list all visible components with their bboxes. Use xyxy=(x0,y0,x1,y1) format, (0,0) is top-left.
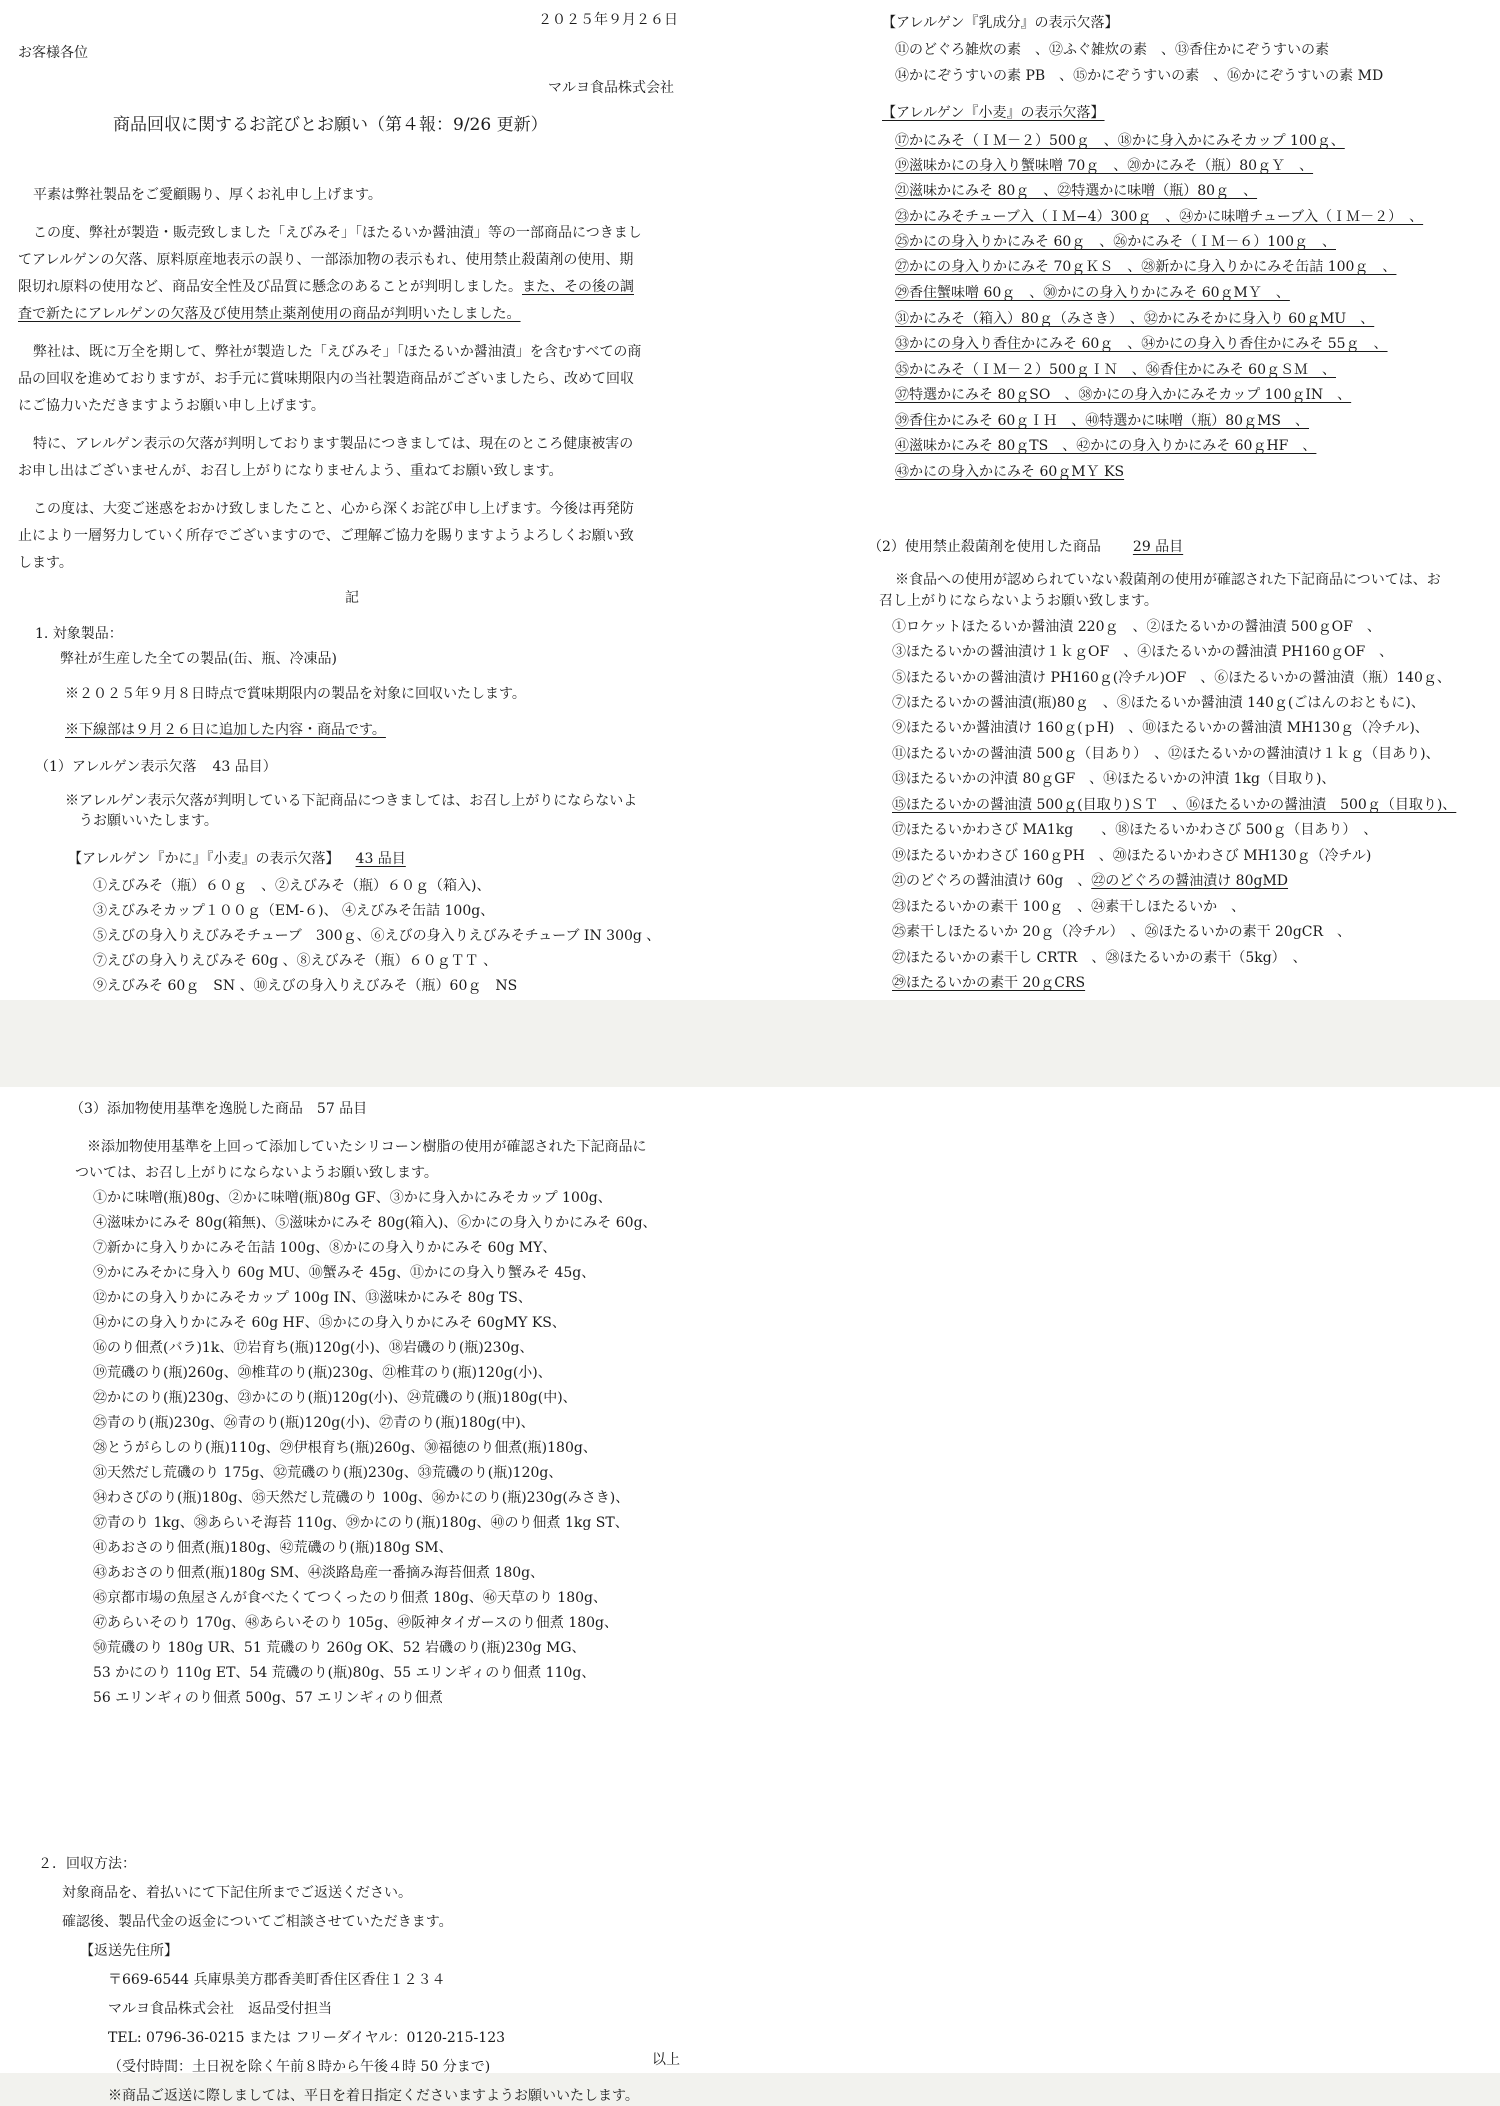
paragraph-2-line-2: てアレルゲンの欠落、原料原産地表示の誤り、一部添加物の表示もれ、使用禁止殺菌剤の使用、期 xyxy=(18,252,634,268)
bactericide-item: ⑤ほたるいかの醤油漬け PH160ｇ(冷チル)OF 、⑥ほたるいかの醤油漬（瓶）140ｇ、 xyxy=(892,670,1451,686)
bactericide-item: ㉕素干しほたるいか 20ｇ（冷チル） 、㉖ほたるいかの素干 20gCR 、 xyxy=(892,924,1352,940)
wheat-item: ㉓かにみそチューブ入（ＩＭ−4）300ｇ 、㉔かに味噌チューブ入（ＩＭ－２） 、 xyxy=(895,209,1424,225)
additive-item: ㊲青のり 1kg、㊳あらいそ海苔 110g、㊴かにのり(瓶)180g、㊵のり佃煮 1kg ST、 xyxy=(93,1515,629,1531)
allergen-section-count: 43 品目） xyxy=(212,759,277,775)
bactericide-item: ⑬ほたるいかの沖漬 80ｇGF 、⑭ほたるいかの沖漬 1kg（目取り)、 xyxy=(892,771,1336,787)
bactericide-item: ⑨ほたるいか醤油漬け 160ｇ(ｐH) 、⑩ほたるいかの醤油漬 MH130ｇ（冷チル)、 xyxy=(892,720,1429,736)
bactericide-item: ㉗ほたるいかの素干し CRTR 、㉘ほたるいかの素干（5kg） 、 xyxy=(892,950,1307,966)
paragraph-3-line-2: 品の回収を進めておりますが、お手元に賞味期限内の当社製造商品がございましたら、改めて回収 xyxy=(18,371,634,387)
additive-item: ⑲荒磯のり(瓶)260g、⑳椎茸のり(瓶)230g、㉑椎茸のり(瓶)120g(小)、 xyxy=(93,1365,552,1381)
allergen-note-line-2: うお願いいたします。 xyxy=(79,813,218,829)
additive-note-line-1: ※添加物使用基準を上回って添加していたシリコーン樹脂の使用が確認された下記商品に xyxy=(87,1139,647,1155)
additive-item: ㊺京都市場の魚屋さんが食べたくてつくったのり佃煮 180g、㊻天草のり 180g、 xyxy=(93,1590,607,1606)
milk-item: ⑪のどぐろ雑炊の素 、⑫ふぐ雑炊の素 、⑬香住かにぞうすいの素 xyxy=(895,42,1329,58)
paragraph-2-line-3 xyxy=(18,277,634,297)
additive-item: ㊿荒磯のり 180g UR、51 荒磯のり 260g OK、52 岩磯のり(瓶)230g MG、 xyxy=(93,1640,586,1656)
bactericide-item: ㉓ほたるいかの素干 100ｇ 、㉔素干しほたるいか 、 xyxy=(892,899,1246,915)
bactericide-item: ㉙ほたるいかの素干 20ｇCRS xyxy=(892,975,1086,991)
bactericide-item-22: ㉒のどぐろの醤油漬け 80gMD xyxy=(1091,873,1289,889)
company-name: マルヨ食品株式会社 xyxy=(548,80,674,96)
wheat-item: ㉗かにの身入りかにみそ 70ｇＫＳ 、㉘新かに身入りかにみそ缶詰 100ｇ 、 xyxy=(895,259,1397,275)
paragraph-2-line-4: 査で新たにアレルゲンの欠落及び使用禁止薬剤使用の商品が判明いたしました。 xyxy=(18,306,521,322)
paragraph-2-line-3a: 限切れ原料の使用など、商品安全性及び品質に懸念のあることが判明しました。 xyxy=(18,279,522,295)
kani-heading-label: 【アレルゲン『かに』『小麦』の表示欠落】 xyxy=(68,851,340,867)
wheat-item: ㊸かにの身入かにみそ 60ｇMＹ KS xyxy=(895,464,1125,480)
return-telephone: TEL: 0796-36-0215 または フリーダイヤル：0120-215-123 xyxy=(108,2030,506,2046)
additive-item: ⑫かにの身入りかにみそカップ 100g IN、⑬滋味かにみそ 80g TS、 xyxy=(93,1290,532,1306)
bactericide-heading-count: 29 品目 xyxy=(1132,539,1184,555)
additive-item: ㉞わさびのり(瓶)180g、㉟天然だし荒磯のり 100g、㊱かにのり(瓶)230g(みさき)、 xyxy=(93,1490,630,1506)
bactericide-item-21: ㉑のどぐろの醤油漬け 60g 、 xyxy=(892,873,1092,889)
additive-note-line-2: ついては、お召し上がりにならないようお願い致します。 xyxy=(75,1165,438,1181)
kani-heading xyxy=(68,849,406,869)
wheat-item: ㉟かにみそ（ＩＭ－２）500ｇＩＮ 、㊱香住かにみそ 60ｇＳＭ 、 xyxy=(895,362,1336,378)
wheat-item: ㉙香住蟹味噌 60ｇ 、㉚かにの身入りかにみそ 60ｇMＹ 、 xyxy=(895,285,1290,301)
additive-item: ⑯のり佃煮(バラ)1k、⑰岩育ち(瓶)120g(小)、⑱岩磯のり(瓶)230g、 xyxy=(93,1340,534,1356)
additive-item: ⑨かにみそかに身入り 60g MU、⑩蟹みそ 45g、⑪かにの身入り蟹みそ 45g、 xyxy=(93,1265,596,1281)
paragraph-3-line-1: 弊社は、既に万全を期して、弊社が製造した「えびみそ」「ほたるいか醤油漬」を含むすべての商 xyxy=(33,344,642,360)
paragraph-5-line-1: この度は、大変ご迷惑をおかけ致しましたこと、心から深くお詫び申し上げます。今後は再発防 xyxy=(33,501,634,517)
additive-item: ㉛天然だし荒磯のり 175g、㉜荒磯のり(瓶)230g、㉝荒磯のり(瓶)120g、 xyxy=(93,1465,563,1481)
paragraph-2-line-3b: また、その後の調 xyxy=(522,279,634,295)
section-2-line-1: 対象商品を、着払いにて下記住所までご返送ください。 xyxy=(62,1885,412,1901)
bactericide-item: ⑲ほたるいかわさび 160ｇPH 、⑳ほたるいかわさび MH130ｇ（冷チル) xyxy=(892,848,1372,864)
addressee: お客様各位 xyxy=(18,45,88,61)
section-1-body: 弊社が生産した全ての製品(缶、瓶、冷凍品) xyxy=(60,651,337,667)
bactericide-item: ⑰ほたるいかわさび MA1kg 、⑱ほたるいかわさび 500ｇ（目あり） 、 xyxy=(892,822,1378,838)
document-title: 商品回収に関するお詫びとお願い（第４報：9/26 更新） xyxy=(113,115,548,135)
additive-item: ⑭かにの身入りかにみそ 60g HF、⑮かにの身入りかにみそ 60gMY KS、 xyxy=(93,1315,566,1331)
kani-item: ①えびみそ（瓶）６０ｇ 、②えびみそ（瓶）６０ｇ（箱入)、 xyxy=(93,878,491,894)
return-note: ※商品ご返送に際しましては、平日を着日指定くださいますようお願いいたします。 xyxy=(108,2088,639,2104)
kani-heading-count: 43 品目 xyxy=(355,851,406,867)
kani-item: ⑦えびの身入りえびみそ 60g 、⑧えびみそ（瓶）６０ｇＴＴ 、 xyxy=(93,953,498,969)
section-1-heading: 1. 対象製品： xyxy=(35,626,123,642)
document-date: ２０２５年９月２６日 xyxy=(538,12,678,28)
paragraph-3-line-3: にご協力いただきますようお願い申し上げます。 xyxy=(18,398,325,414)
closing-ijou: 以上 xyxy=(652,2052,680,2068)
bactericide-item: ③ほたるいかの醤油漬け１ｋｇOF 、④ほたるいかの醤油漬 PH160ｇOF 、 xyxy=(892,644,1394,660)
paragraph-greeting: 平素は弊社製品をご愛顧賜り、厚くお礼申し上げます。 xyxy=(33,187,382,203)
section-1-note-1: ※２０２５年９月８日時点で賞味期限内の製品を対象に回収いたします。 xyxy=(65,686,526,702)
kani-item: ⑨えびみそ 60ｇ SN 、⑩えびの身入りえびみそ（瓶）60ｇ NS xyxy=(93,978,518,994)
bactericide-item: ⑮ほたるいかの醤油漬 500ｇ(目取り)ＳＴ 、⑯ほたるいかの醤油漬 500ｇ（目取り)、 xyxy=(892,797,1457,813)
allergen-note-line-1: ※アレルゲン表示欠落が判明している下記商品につきましては、お召し上がりにならないよ xyxy=(65,793,638,809)
wheat-item: ㉛かにみそ（箱入）80ｇ（みさき） 、㉜かにみそかに身入り 60ｇMU 、 xyxy=(895,311,1375,327)
section-2-line-2: 確認後、製品代金の返金についてご相談させていただきます。 xyxy=(62,1914,453,1930)
additive-item: 53 かにのり 110g ET、54 荒磯のり(瓶)80g、55 エリンギィのり佃煮 110g、 xyxy=(93,1665,596,1681)
additive-item: ⑦新かに身入りかにみそ缶詰 100g、⑧かにの身入りかにみそ 60g MY、 xyxy=(93,1240,557,1256)
wheat-item: ㊲特選かにみそ 80ｇSO 、㊳かにの身入かにみそカップ 100ｇIN 、 xyxy=(895,387,1352,403)
additive-item: 56 エリンギィのり佃煮 500g、57 エリンギィのり佃煮 xyxy=(93,1690,443,1706)
paragraph-4-line-2: お申し出はございませんが、お召し上がりになりませんよう、重ねてお願い致します。 xyxy=(18,463,563,479)
milk-item: ⑭かにぞうすいの素 PB 、⑮かにぞうすいの素 、⑯かにぞうすいの素 MD xyxy=(895,68,1384,84)
additive-item: ④滋味かにみそ 80g(箱無)、⑤滋味かにみそ 80g(箱入)、⑥かにの身入りかにみそ 60g、 xyxy=(93,1215,657,1231)
wheat-item: ㉝かにの身入り香住かにみそ 60ｇ 、㉞かにの身入り香住かにみそ 55ｇ 、 xyxy=(895,336,1388,352)
bactericide-item: ⑪ほたるいかの醤油漬 500ｇ（目あり） 、⑫ほたるいかの醤油漬け１ｋｇ（目あり)、 xyxy=(892,746,1440,762)
additive-heading: （3）添加物使用基準を逸脱した商品 57 品目 xyxy=(70,1101,368,1117)
wheat-item: ⑰かにみそ（ＩＭ－２）500ｇ 、⑱かに身入かにみそカップ 100ｇ、 xyxy=(895,133,1345,149)
milk-heading: 【アレルゲン『乳成分』の表示欠落】 xyxy=(882,15,1119,31)
notice-page-2 xyxy=(0,1087,1500,2104)
additive-item: ㉘とうがらしのり(瓶)110g、㉙伊根育ち(瓶)260g、㉚福徳のり佃煮(瓶)180g、 xyxy=(93,1440,597,1456)
notice-page-1 xyxy=(0,0,1500,1000)
bactericide-note-line-1: ※食品への使用が認められていない殺菌剤の使用が確認された下記商品については、お xyxy=(895,572,1441,588)
wheat-item: ㉕かにの身入りかにみそ 60ｇ 、㉖かにみそ（ＩＭ－６）100ｇ 、 xyxy=(895,234,1336,250)
additive-item: ㊶あおさのり佃煮(瓶)180g、㊷荒磯のり(瓶)180g SM、 xyxy=(93,1540,453,1556)
paragraph-5-line-3: します。 xyxy=(18,555,73,571)
wheat-item: ㊶滋味かにみそ 80ｇTS 、㊷かにの身入りかにみそ 60ｇHF 、 xyxy=(895,438,1317,454)
return-recipient: マルヨ食品株式会社 返品受付担当 xyxy=(108,2001,332,2017)
bactericide-note-line-2: 召し上がりにならないようお願い致します。 xyxy=(879,593,1158,609)
bactericide-item: ⑦ほたるいかの醤油漬(瓶)80ｇ 、⑧ほたるいか醤油漬 140ｇ(ごはんのおともに)、 xyxy=(892,695,1425,711)
section-1-note-2: ※下線部は９月２６日に追加した内容・商品です。 xyxy=(65,722,386,738)
kani-item: ③えびみそカップ１００ｇ（EM‐６)、 ④えびみそ缶詰 100g、 xyxy=(93,903,495,919)
additive-item: ㊸あおさのり佃煮(瓶)180g SM、㊹淡路島産一番摘み海苔佃煮 180g、 xyxy=(93,1565,545,1581)
bactericide-item xyxy=(892,871,1288,891)
bactericide-item: ①ロケットほたるいか醤油漬 220ｇ 、②ほたるいかの醤油漬 500ｇOF 、 xyxy=(892,619,1381,635)
return-hours: （受付時間：土日祝を除く午前８時から午後４時 50 分まで) xyxy=(108,2059,491,2075)
paragraph-4-line-1: 特に、アレルゲン表示の欠落が判明しております製品につきましては、現在のところ健康被害の xyxy=(33,436,634,452)
wheat-item: ⑲滋味かにの身入り蟹味噌 70ｇ 、⑳かにみそ（瓶）80ｇＹ 、 xyxy=(895,158,1314,174)
bactericide-heading-label: （2）使用禁止殺菌剤を使用した商品 xyxy=(868,539,1101,555)
additive-item: ㊼あらいそのり 170g、㊽あらいそのり 105g、㊾阪神タイガースのり佃煮 180g、 xyxy=(93,1615,618,1631)
paragraph-5-line-2: 止により一層努力していく所存でございますので、ご理解ご協力を賜りますようよろしくお願い致 xyxy=(18,528,634,544)
wheat-item: ㊴香住かにみそ 60ｇＩＨ 、㊵特選かに味噌（瓶）80ｇMS 、 xyxy=(895,413,1310,429)
additive-item: ㉕青のり(瓶)230g、㉖青のり(瓶)120g(小)、㉗青のり(瓶)180g(中)、 xyxy=(93,1415,535,1431)
return-heading: 【返送先住所】 xyxy=(80,1943,178,1959)
kani-item: ⑤えびの身入りえびみそチューブ 300ｇ、⑥えびの身入りえびみそチューブ IN 300g 、 xyxy=(93,928,661,944)
additive-item: ㉒かにのり(瓶)230g、㉓かにのり(瓶)120g(小)、㉔荒磯のり(瓶)180g(中)、 xyxy=(93,1390,577,1406)
wheat-heading: 【アレルゲン『小麦』の表示欠落】 xyxy=(882,105,1105,121)
allergen-section-label: （1）アレルゲン表示欠落 xyxy=(35,759,197,775)
section-2-heading: ２．回収方法： xyxy=(38,1856,136,1872)
additive-item: ①かに味噌(瓶)80g、②かに味噌(瓶)80g GF、③かに身入かにみそカップ 100g、 xyxy=(93,1190,612,1206)
ki-heading: 記 xyxy=(345,590,359,606)
bactericide-heading xyxy=(868,537,1183,557)
wheat-item: ㉑滋味かにみそ 80ｇ 、㉒特選かに味噌（瓶）80ｇ 、 xyxy=(895,183,1258,199)
allergen-section-heading xyxy=(35,757,277,777)
paragraph-2-line-1: この度、弊社が製造・販売致しました「えびみそ」「ほたるいか醤油漬」等の一部商品につきまし xyxy=(33,225,642,241)
return-address: 〒669-6544 兵庫県美方郡香美町香住区香住１２３４ xyxy=(108,1972,446,1988)
